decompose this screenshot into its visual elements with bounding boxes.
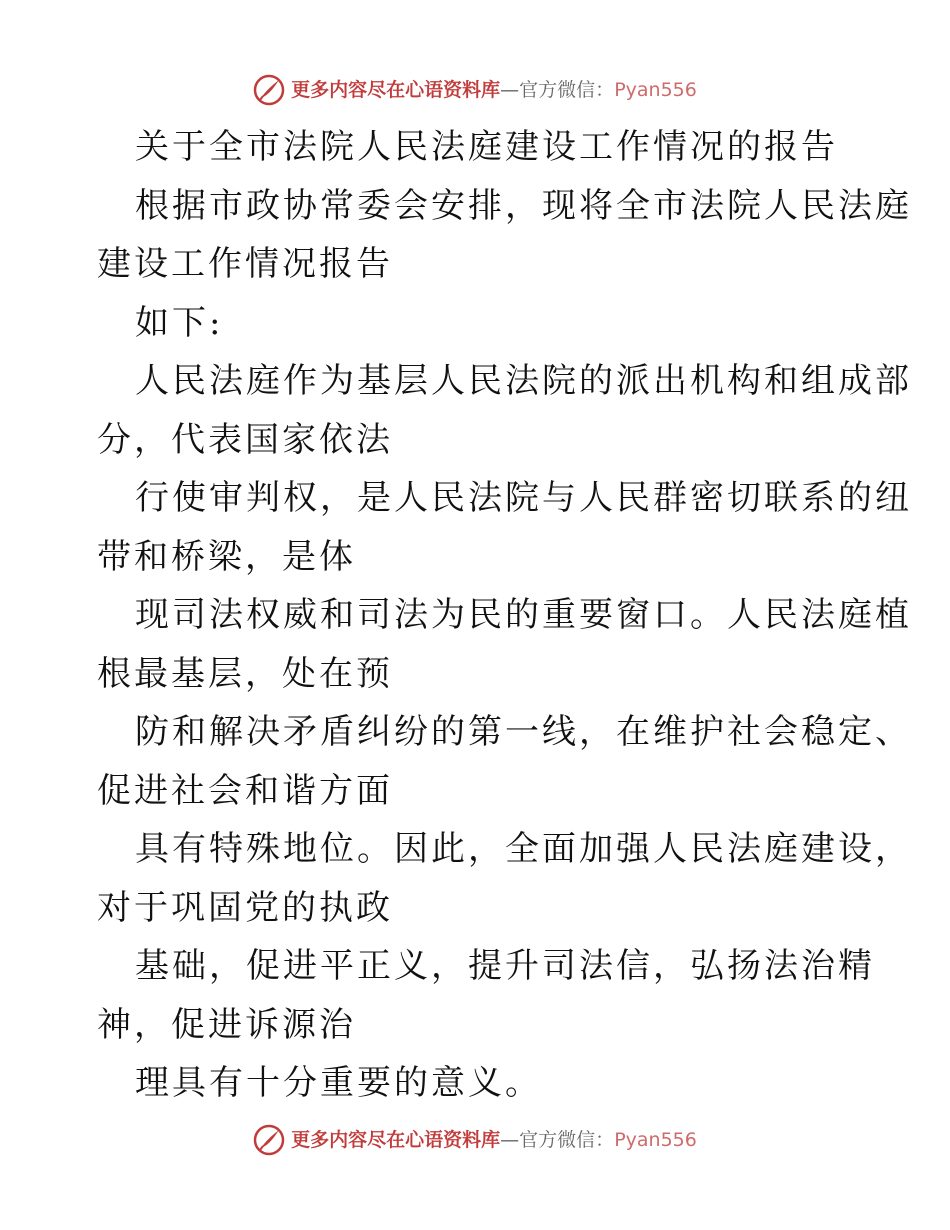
document-title: 关于全市法院人民法庭建设工作情况的报告 (135, 127, 838, 167)
wechat-label: 官方微信： (519, 1128, 615, 1151)
paragraph-line: 根据市政协常委会安排，现将全市法院人民法庭 (135, 185, 912, 226)
wechat-handle: Pyan556 (614, 78, 697, 101)
quill-pen-icon (253, 1124, 285, 1156)
paragraph-line: 对于巩固党的执政 (97, 887, 393, 928)
banner-separator: — (500, 1128, 520, 1151)
paragraph-line: 现司法权威和司法为民的重要窗口。人民法庭植 (135, 595, 912, 635)
footer-banner (0, 1120, 950, 1160)
header-banner-text (291, 78, 697, 101)
paragraph-line: 神，促进诉源治 (97, 1004, 356, 1045)
footer-banner-text (291, 1128, 697, 1151)
paragraph-line: 行使审判权，是人民法院与人民群密切联系的纽 (135, 478, 912, 518)
header-banner (0, 70, 950, 110)
quill-pen-icon (253, 74, 285, 106)
site-name: 更多内容尽在心语资料库 (291, 1128, 501, 1151)
paragraph-line: 防和解决矛盾纠纷的第一线，在维护社会稳定、 (135, 712, 912, 752)
banner-separator: — (500, 78, 520, 101)
wechat-label: 官方微信： (519, 78, 615, 101)
paragraph-line: 建设工作情况报告 (97, 244, 393, 284)
wechat-handle: Pyan556 (614, 1128, 697, 1151)
paragraph-line: 具有特殊地位。因此，全面加强人民法庭建设， (135, 829, 912, 869)
paragraph-line: 理具有十分重要的意义。 (135, 1063, 542, 1103)
paragraph-line: 基础，促进平正义，提升司法信，弘扬法治精 (135, 946, 875, 986)
paragraph-line: 分，代表国家依法 (97, 419, 393, 460)
header-banner-content (253, 74, 697, 106)
paragraph-line: 带和桥梁，是体 (97, 536, 356, 577)
site-name: 更多内容尽在心语资料库 (291, 78, 501, 101)
paragraph-line: 根最基层，处在预 (97, 653, 393, 694)
document-body (97, 118, 912, 1113)
paragraph-line: 如下: (135, 302, 224, 343)
footer-banner-content (253, 1124, 697, 1156)
paragraph-line: 促进社会和谐方面 (97, 770, 393, 811)
paragraph-line: 人民法庭作为基层人民法院的派出机构和组成部 (135, 361, 912, 401)
